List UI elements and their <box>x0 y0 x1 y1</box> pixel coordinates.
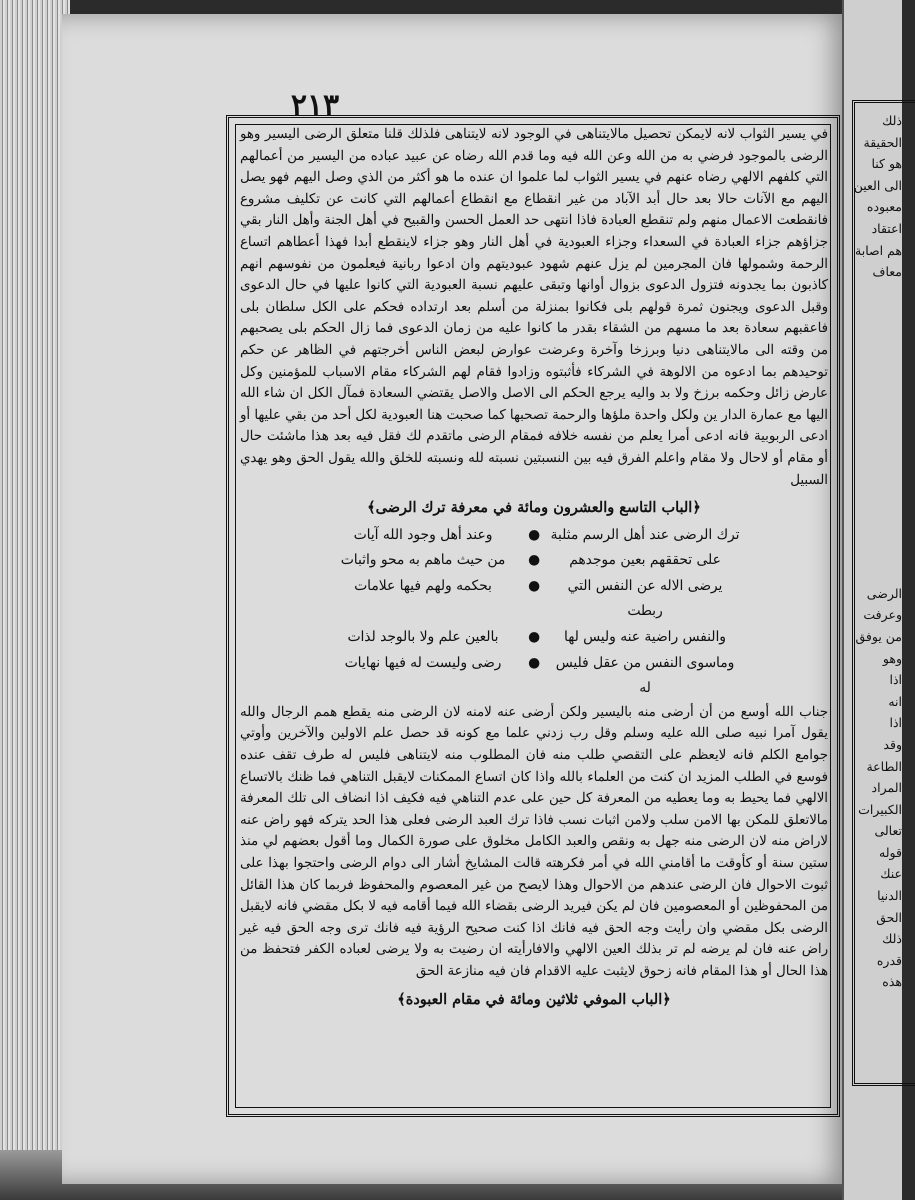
facing-page-fragment: الحقيقة <box>863 134 902 150</box>
paragraph-1: في يسير الثواب لانه لايمكن تحصيل مالايتناهى في الوجود لانه لايتناهى فلذلك قلنا متعلق الرضى اليسير وهو الرضى بالموجود فرضي به من الله وعن الله فيه وما قدم الله رضاه عن عبيد عباده من اليسير من أعمالهم التي كلفهم الالهي رضاه عنهم في يسير الثواب لما علموا ان عنده ما هو أكثر من الذي وصل اليهم فهو يصل اليهم مع الآنات حالا بعد حال أبد الآباد من غير انقطاع مع انقطاع أعمالهم التي كانت عن تكليف مشروع فانقطعت الاعمال منهم ولم تنقطع العبادة فاذا انتهى حد العمل الحسن والقبيح في أهل الجنة وأهل النار بقي جزاؤهم جزاء العبادة في السعداء وجزاء العبودية في أهل النار وهو جزاء لاينقطع أبدا فهذا أعطاهم اتساع الرحمة وشمولها فان المجرمين لم يزل عنهم شهود عبوديتهم وان ادعوا ربانية فيعلمون من نفوسهم انهم كاذبون بما يجدونه فتزول الدعوى بزوال أوانها وتبقى عليهم نسبة العبودية التي كانوا عليها في حال الدعوى وقبل الدعوى ويجنون ثمرة قولهم بلى فكانوا بمنزلة من أسلم بعد ارتداده فحكم على الكل سلطان بلى فاعقبهم سعادة بعد ما مسهم من الشقاء بقدر ما كانوا عليه من زمان الدعوى فما زال الحكم بلى يصحبهم من وقته الى مالايتناهى دنيا وبرزخا وآخرة وعرضت عوارض لبعض الناس أخرجتهم في الظاهر عن حكم توحيدهم بما ادعوه من الالوهة في الشركاء فأثبتوه وزادوا فقام لهم الشركاء مقام الاسباب للمؤمنين وكل عارض زائل وحكمه برزخ ولا بد واليه يرجع الحكم الى الاصل والاصل يقتضي السعادة فمآل الكل ان شاء الله اليها مع عمارة الدار ين ولكل واحدة ملؤها والرحمة تصحبها كما صحبت هنا العبودية لكل أحد من بقي عليها أو ادعى الربوبية فانه ادعى أمرا يعلم من نفسه خلافه فمقام الرضى ماتقدم لك فقل فيه بعد هذا ماشئت حال أو مقام أو لاحال ولا مقام واعلم الفرق فيه بين النسبتين نسبته لله ونسبته للخلق والله يقول الحق وهو يهدي السبيل <box>240 127 828 488</box>
poem-hemistich-first: ترك الرضى عند أهل الرسم مثلبة <box>550 526 740 543</box>
facing-page-fragment: ذلك <box>882 931 902 947</box>
facing-page-fragment: اذا <box>889 672 902 688</box>
facing-page-fragment: الى العين <box>853 177 902 193</box>
facing-page-fragment: عنك <box>880 866 902 882</box>
facing-page-fragment: هم اصابة <box>855 242 902 258</box>
poem-hemistich-second: من حيث ماهم به محو واثبات <box>340 552 506 569</box>
facing-page-fragment: معاف <box>872 264 902 280</box>
poem-hemistich-first: يرضى الاله عن النفس التي ربطت <box>567 577 723 620</box>
poem-line <box>240 574 828 625</box>
page-number: ٢١٣ <box>290 88 340 123</box>
facing-page-fragment: اذا <box>889 715 902 731</box>
poem-separator: ● <box>527 526 540 543</box>
facing-page-fragment: الكبيرات <box>858 801 902 817</box>
facing-page-fragment: المراد <box>871 780 902 796</box>
poem <box>240 523 828 702</box>
poem-hemistich-second: بحكمه ولهم فيها علامات <box>354 577 492 594</box>
facing-page-text <box>853 110 902 993</box>
facing-page-fragment: وهو <box>882 650 902 666</box>
page-text <box>240 124 828 1014</box>
poem-separator: ● <box>527 654 540 671</box>
facing-page-fragment: ذلك <box>882 113 902 128</box>
poem-hemistich-first: وماسوى النفس من عقل فليس له <box>555 654 735 697</box>
paragraph-2: جناب الله أوسع من أن أرضى منه باليسير ولكن أرضى عنه لامنه لان الرضى منه يقطع همم الرجال والله يقول آمرا نبيه صلى الله عليه وسلم وقل رب زدني علما مع كونه قد حصل علم الاولين والآخرين وأوتي جوامع الكلم فانه لايعظم على التقصي طلب منه فان المطلوب منه لايتناهى فليس له طرف تقف عنده فوسع في الطلب المزيد ان كنت من العلماء بالله واذا كان اتساع الممكنات لايقبل التناهي فما ظنك بالاتساع الالهي فما يحيط به وما يعطيه من المعرفة كل حين على عدم التناهي فيه فكيف اذا انضاف الى تلك المعرفة مالاتعلق للمكن بها الامن سلب ولامن اثبات نسب فاذا ترك العبد الرضى فعلى هذا الحد يتركه فهو راض عنه لاراض منه لان الرضى منه جهل به ونقص والعبد الكامل مخلوق على صورة الكمال وما أقول بعضهم لي منذ ستين سنة أو كأوقت ما أقامني الله في أمر فكرهته قالت المشايخ أشار الى دوام الرضى واحتجوا بهذا على ثبوت الاحوال فان الرضى عندهم من الاحوال وهذا لايصح من غير المعصوم والمحفوظ فربما كان هذا القائل من المحفوظين أو المعصومين فان لم يكن فيريد الرضى بقضاء الله فيما أقامه فيه لا بكل مقضي فانه لايقبل الرضى بكل مقضي وان رأيت وجه الحق فيه فانك اذا كنت صحيح الرؤية فيه فانك ترى وجه الحق فيه غير راض عنه فان لم يرضه لم تر بذلك العين الالهي والافارأيته ان رضيت به ولا يرضى لعباده الكفر فتحفظ من هذا الحال أو هذا المقام فانه زحوق لايثبت عليه الاقدام فان فيه منازعة الحق <box>240 704 828 979</box>
chapter-heading-2: ﴿الباب الموفي ثلاثين ومائة في مقام العبودة﴾ <box>397 990 671 1008</box>
poem-hemistich-first: والنفس راضية عنه وليس لها <box>564 629 726 646</box>
poem-separator: ● <box>527 577 540 594</box>
poem-hemistich-second: بالعين علم ولا بالوجد لذات <box>347 629 499 646</box>
book-page-edges <box>0 0 70 1200</box>
poem-hemistich-first: على تحققهم بعين موجدهم <box>569 552 721 569</box>
poem-line <box>240 651 828 702</box>
facing-page-fragment: اعتقاد <box>871 220 902 236</box>
facing-page-fragment: وعرفت <box>863 607 902 623</box>
facing-page-fragment: الرضى <box>866 585 902 601</box>
facing-page-fragment: انه <box>888 693 902 709</box>
facing-page-fragment: الحق <box>876 909 902 925</box>
poem-hemistich-second: وعند أهل وجود الله آيات <box>353 526 493 543</box>
facing-page-fragment: هو كنا <box>871 156 902 172</box>
facing-page-fragment: الدنيا <box>877 888 902 904</box>
facing-page-fragment: قدره <box>876 952 902 968</box>
chapter-heading-1: ﴿الباب التاسع والعشرون ومائة في معرفة ترك الرضى﴾ <box>367 499 701 517</box>
facing-page-fragment: من يوفق <box>855 628 902 644</box>
facing-page-fragment: تعالى <box>874 823 902 839</box>
facing-page-fragment: هذه <box>882 974 902 990</box>
poem-separator: ● <box>527 629 540 646</box>
facing-page-fragment: معبوده <box>866 199 902 215</box>
poem-line <box>240 548 828 574</box>
facing-page <box>842 0 902 1200</box>
facing-page-fragment: قوله <box>879 844 902 860</box>
facing-page-fragment: وقد <box>883 736 902 752</box>
poem-line <box>240 625 828 651</box>
poem-separator: ● <box>527 552 540 569</box>
facing-page-fragment: الطاعة <box>866 758 902 774</box>
poem-line <box>240 523 828 549</box>
poem-hemistich-second: رضى وليست له فيها نهايات <box>344 654 502 671</box>
